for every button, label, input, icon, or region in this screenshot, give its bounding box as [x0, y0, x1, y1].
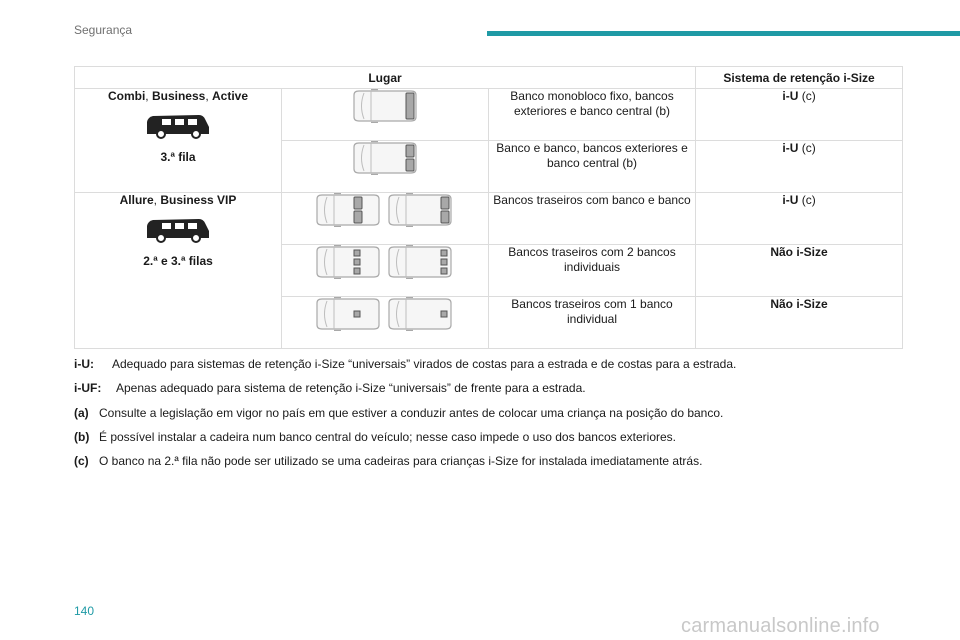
table-row [75, 89, 903, 141]
seat-row-label: 3.ª fila [160, 150, 196, 164]
note-b: (b) É possível instalar a cadeira num banco central do veículo; nesse caso impede o uso dos bancos exteriores. [74, 430, 676, 444]
seat-description: Bancos traseiros com 1 banco individual [489, 297, 696, 349]
note-c: (c) O banco na 2.ª fila não pode ser utilizado se uma cadeiras para crianças i-Size for instalada imediatamente atrás. [74, 454, 703, 468]
rear-van-split-bench-diagram [282, 141, 489, 193]
page-number: 140 [74, 604, 95, 618]
note-i-uf: i-UF: Apenas adequado para sistema de retenção i-Size “universais” de frente para a estrada. [74, 381, 586, 395]
column-header-place: Lugar [75, 67, 696, 89]
isize-system: i-U (c) [696, 193, 903, 245]
isize-system: Não i-Size [696, 245, 903, 297]
seat-description: Bancos traseiros com banco e banco [489, 193, 696, 245]
rear-van-one-bench-diagram [282, 89, 489, 141]
seat-description: Banco monobloco fixo, bancos exteriores e banco central (b) [489, 89, 696, 141]
isize-system: i-U (c) [696, 141, 903, 193]
seat-row-label: 2.ª e 3.ª filas [143, 254, 213, 268]
child-seat-table [74, 66, 903, 349]
isize-system: i-U (c) [696, 89, 903, 141]
header-accent-bar [487, 31, 960, 36]
seat-description: Bancos traseiros com 2 bancos individuais [489, 245, 696, 297]
column-header-system: Sistema de retenção i-Size [696, 67, 903, 89]
section-title: Segurança [74, 23, 133, 37]
van-icon [145, 113, 211, 139]
isize-system: Não i-Size [696, 297, 903, 349]
version-cell [75, 89, 282, 193]
seat-description: Banco e banco, bancos exteriores e banco central (b) [489, 141, 696, 193]
two-vans-two-individual-seats-diagram [282, 245, 489, 297]
version-names: Allure, Business VIP [119, 193, 237, 207]
version-cell [75, 193, 282, 349]
table-row [75, 193, 903, 245]
note-a: (a) Consulte a legislação em vigor no país em que estiver a conduzir antes de colocar uma criança na posição do banco. [74, 406, 724, 420]
note-i-u: i-U: Adequado para sistemas de retenção i-Size “universais” virados de costas para a estrada e de costas para a estrada. [74, 357, 737, 371]
two-vans-bench-and-bench-diagram [282, 193, 489, 245]
version-names: Combi, Business, Active [107, 89, 249, 103]
watermark: carmanualsonline.info [681, 615, 880, 637]
van-icon [145, 217, 211, 243]
two-vans-one-individual-seat-diagram [282, 297, 489, 349]
